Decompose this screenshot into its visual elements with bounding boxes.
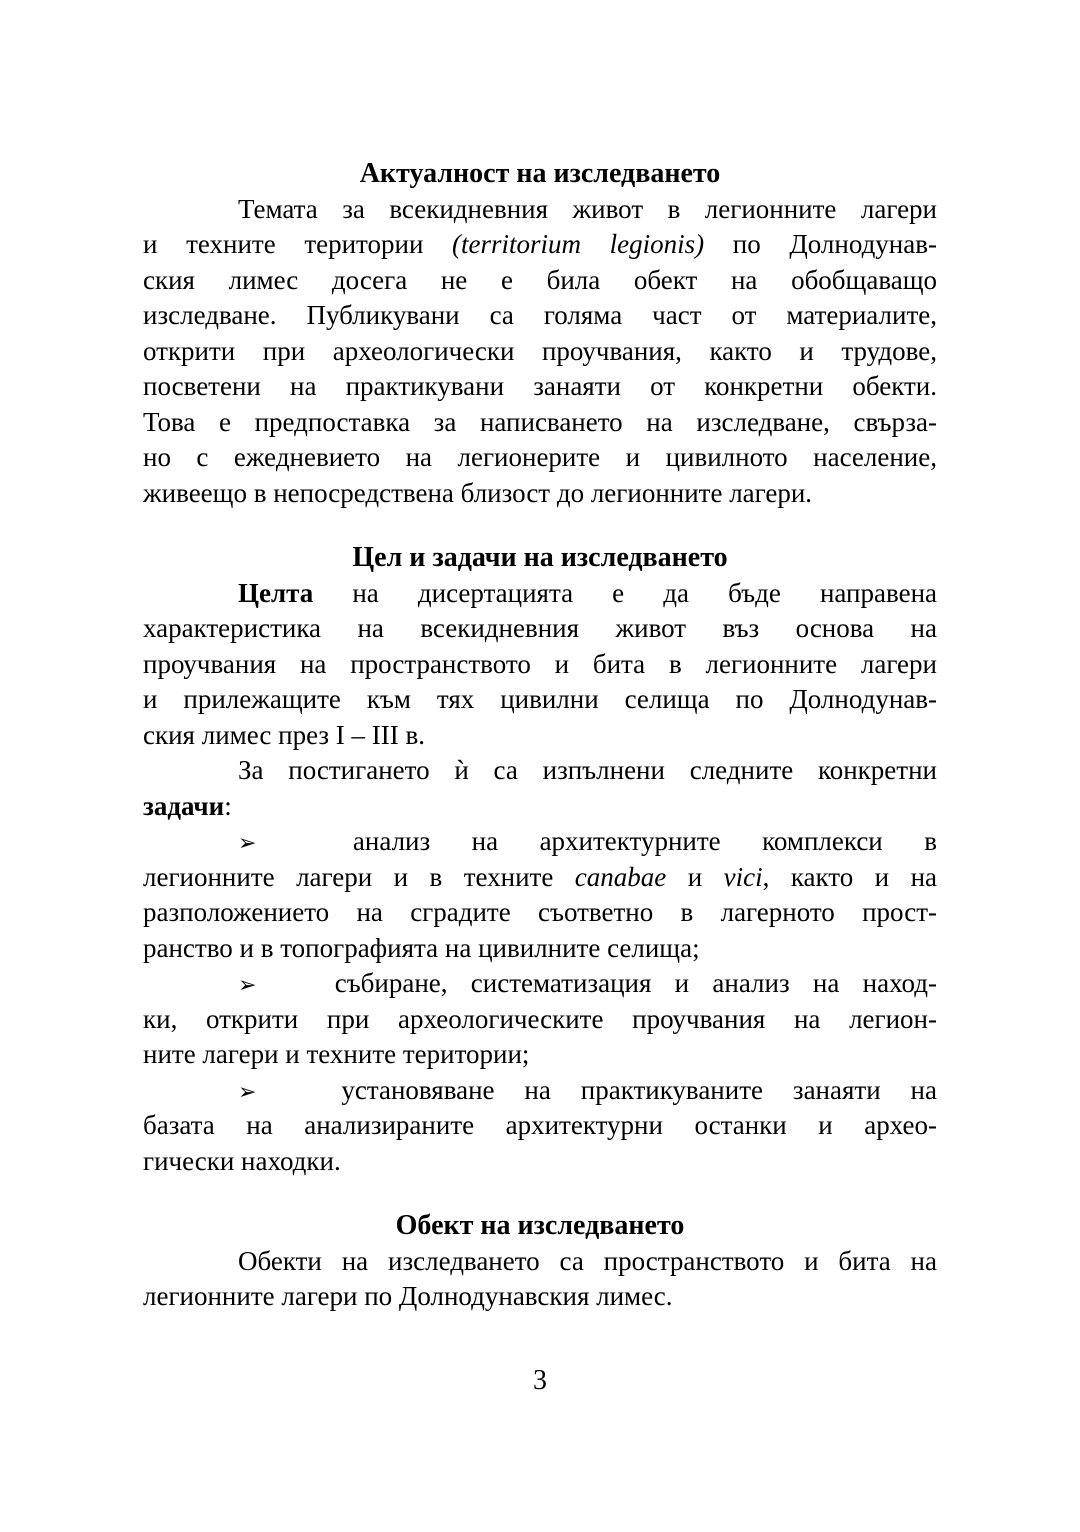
text-line [143,263,937,299]
arrow-bullet-icon: ➢ [238,831,257,856]
text-segment: ните лагери и техните територии; [143,1039,530,1069]
text-line [143,1073,937,1109]
text-line [143,440,937,476]
text-segment: характеристика на всекидневния живот въз основа на [143,613,937,643]
text-segment: по Долнодунав- [704,229,937,259]
bullet-item-analysis [143,824,937,966]
text-segment: но с ежедневието на легионерите и цивилното население, [143,442,937,472]
text-line [143,192,937,228]
text-segment: Темата за всекидневния живот в легионните лагери [238,193,937,224]
text-line [143,718,937,754]
page-number: 3 [533,1364,547,1396]
text-segment: живеещо в непосредствена близост до легионните лагери. [143,477,813,508]
text-segment: легионните лагери и в техните [143,861,575,892]
paragraph-tasks-intro [143,753,937,824]
text-line [143,860,937,896]
section-heading-relevance: Актуалност на изследването [359,158,721,189]
text-line [143,227,937,263]
bullet-item-collection [143,966,937,1073]
text-segment: изследване. Публикувани са голяма част от материалите, [143,300,937,330]
text-line [143,334,937,370]
paragraph-goal [143,576,937,754]
text-line [143,1144,937,1180]
text-line [143,931,937,967]
text-line [143,576,937,612]
text-line [143,824,937,860]
text-segment: За постигането ѝ са изпълнени следните конкретни [238,755,937,785]
paragraph-object [143,1244,937,1315]
text-segment: събиране, систематизация и анализ на наход- [311,968,937,998]
bullet-item-crafts [143,1073,937,1180]
text-line [143,682,937,718]
text-line [143,895,937,931]
text-segment: легионните лагери по Долнодунавския лимес. [143,1281,673,1311]
paragraph-relevance [143,192,937,512]
text-line [143,405,937,441]
text-line [143,966,937,1002]
text-segment: : [224,790,232,821]
text-segment: посветени на практикувани занаяти от конкретни обекти. [143,371,937,401]
text-segment: проучвания на пространството и бита в легионните лагери [143,648,937,679]
text-segment: Целта [238,577,314,608]
section-relevance [143,156,937,511]
text-line [143,789,937,825]
text-segment: и [666,861,724,892]
text-segment: Това е предпоставка за написването на изследване, свърза- [143,406,937,437]
text-line [143,1037,937,1073]
text-segment: ки, открити при археологическите проучвания на легион- [143,1003,937,1034]
text-segment: ския лимес през I – III в. [143,719,426,750]
text-segment: анализ на архитектурните комплекси в [311,826,937,856]
text-segment: базата на анализираните архитектурни останки и архео- [143,1110,937,1140]
section-heading-object: Обект на изследването [395,1210,685,1241]
text-line [143,476,937,512]
arrow-bullet-icon: ➢ [238,973,257,998]
text-segment: открити при археологически проучвания, както и трудове, [143,335,937,366]
text-line [143,298,937,334]
text-segment: canabae [574,861,667,892]
text-line [143,1002,937,1038]
text-segment: (territorium legionis) [452,229,705,259]
text-line [143,611,937,647]
text-line [143,369,937,405]
text-line [143,1108,937,1144]
text-segment: ския лимес досега не е била обект на обобщаващо [143,264,937,295]
text-segment: и прилежащите към тях цивилни селища по Долнодунав- [143,684,937,714]
section-object [143,1208,937,1315]
text-segment: ранство и в топографията на цивилните селища; [143,932,700,963]
text-line [143,1244,937,1280]
text-segment: на дисертацията е да бъде направена [313,577,937,608]
arrow-bullet-icon: ➢ [238,1079,257,1105]
text-segment: задачи [143,790,225,821]
text-segment: vici [723,861,763,892]
text-segment: Обекти на изследването са пространството и бита на [238,1245,937,1276]
text-segment: и техните територии [143,229,453,259]
text-line [143,1279,937,1315]
text-segment: установяване на практикуваните занаяти на [311,1074,937,1105]
text-segment: разположението на сградите съответно в лагерното прост- [143,897,937,927]
text-line [143,647,937,683]
section-heading-goals: Цел и задачи на изследването [352,542,728,573]
section-goals-tasks [143,540,937,1179]
text-line [143,753,937,789]
text-segment: , както и на [762,861,937,892]
text-segment: гически находки. [143,1145,341,1176]
